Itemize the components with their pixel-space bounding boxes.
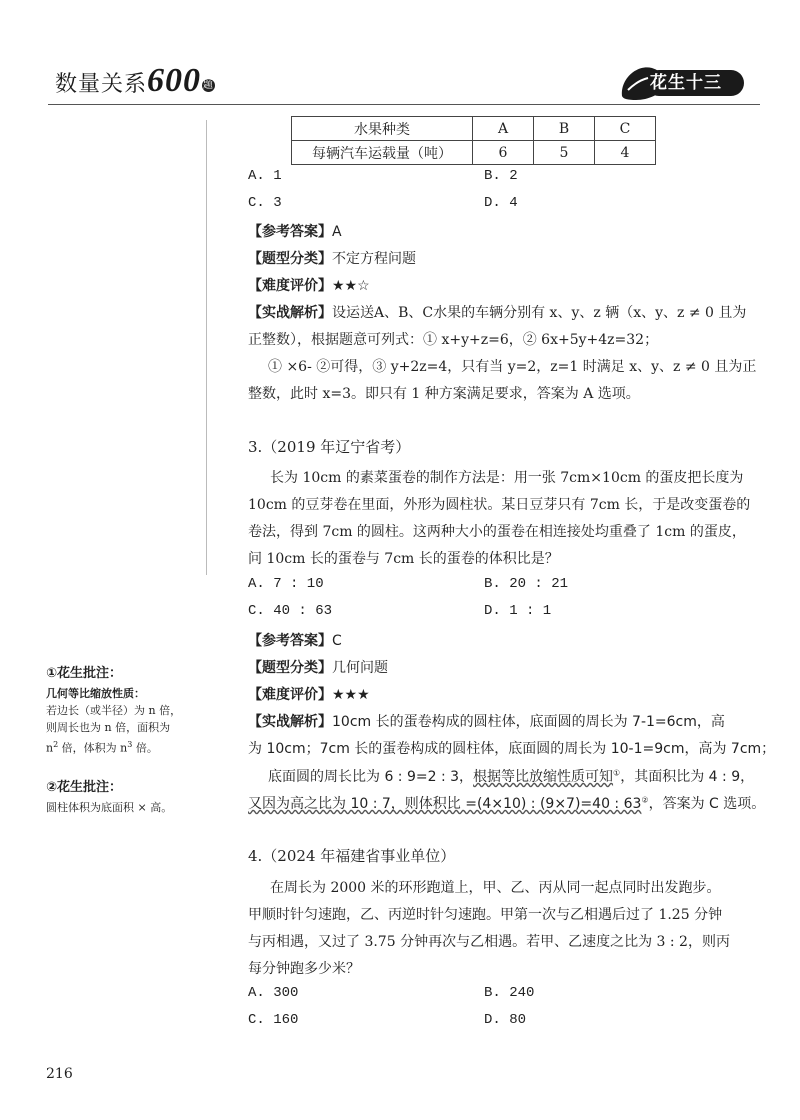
option-d: D. 80: [484, 1012, 527, 1028]
book-tag: 题: [203, 79, 215, 91]
book-title: [55, 62, 215, 100]
analysis-segment: 根据等比放缩性质可知: [473, 769, 614, 785]
type-line: [248, 657, 388, 677]
table-header-row: [292, 117, 656, 141]
note-ref-1: ①: [613, 768, 621, 778]
note-ref-2: ②: [641, 795, 649, 805]
question-stem: 长为 10cm 的素菜蛋卷的制作方法是：用一张 7cm×10cm 的蛋皮把长度为: [270, 470, 744, 486]
difficulty-line: [248, 684, 370, 704]
analysis-text: [248, 793, 765, 813]
question-stem: 每分钟跑多少米？: [248, 961, 360, 977]
table-cell: 6: [473, 141, 534, 165]
note-segment: 倍。: [132, 741, 158, 755]
type-value: 几何问题: [332, 660, 388, 676]
answer-label: 【参考答案】: [248, 633, 332, 649]
analysis-text: 设运送A、B、C水果的车辆分别有 x、y、z 辆（x、y、z ≠ 0 且为: [332, 305, 747, 321]
analysis-line: [248, 302, 746, 322]
question-stem: 与丙相遇，又过了 3.75 分钟再次与乙相遇。若甲、乙速度之比为 3 : 2，则丙: [248, 934, 730, 950]
question-title: 4.（2024 年福建省事业单位）: [248, 847, 456, 865]
analysis-text: 为 10cm；7cm 长的蛋卷构成的圆柱体，底面圆的周长为 10-1=9cm，高为 7cm；: [248, 741, 776, 757]
table-cell: B: [534, 117, 595, 141]
note-text: [46, 736, 181, 757]
note-text: 若边长（或半径）为 n 倍，: [46, 704, 182, 717]
analysis-segment: 又因为高之比为 10 : 7，则体积比 =(4×10) : (9×7)=40 : 63: [248, 796, 642, 812]
table-row: [292, 141, 656, 165]
table-cell: C: [595, 117, 656, 141]
peanut-logo: [618, 62, 748, 102]
option-d: D. 4: [484, 195, 518, 211]
question-stem: 在周长为 2000 米的环形跑道上，甲、乙、丙从同一起点同时出发跑步。: [270, 880, 721, 896]
analysis-segment: ，答案为 C 选项。: [648, 796, 766, 812]
question-title: 3.（2019 年辽宁省考）: [248, 438, 411, 456]
option-c: C. 40 : 63: [248, 603, 333, 619]
answer-value: A: [332, 224, 342, 240]
type-label: 【题型分类】: [248, 660, 332, 676]
note-number: ①: [46, 666, 58, 681]
option-b: B. 20 : 21: [484, 576, 569, 592]
logo-text: 花生十三: [650, 73, 722, 93]
type-label: 【题型分类】: [248, 251, 332, 267]
note-text: 圆柱体积为底面积 × 高。: [46, 801, 173, 814]
margin-line: [206, 120, 207, 575]
answer-line: [248, 221, 342, 241]
option-c: C. 3: [248, 195, 282, 211]
difficulty-line: [248, 275, 370, 295]
type-line: [248, 248, 416, 268]
analysis-text: [268, 766, 754, 786]
option-d: D. 1 : 1: [484, 603, 552, 619]
note-segment: 倍，体积为 n: [58, 741, 128, 755]
book-number: 600: [147, 62, 202, 99]
note-title: [46, 662, 181, 681]
difficulty-label: 【难度评价】: [248, 687, 332, 703]
answer-line: [248, 630, 342, 650]
note-title-text: 花生批注：: [57, 780, 123, 795]
note-superscript: 2: [53, 740, 59, 749]
answer-value: C: [332, 633, 342, 649]
difficulty-stars: ★★★: [332, 687, 370, 703]
note-title-text: 花生批注：: [57, 666, 123, 681]
analysis-segment: ，其面积比为 4 : 9，: [620, 769, 755, 785]
fruit-table: [291, 116, 656, 165]
analysis-label: 【实战解析】: [248, 714, 332, 730]
question-stem: 卷法，得到 7cm 的圆柱。这两种大小的蛋卷在相连接处均重叠了 1cm 的蛋皮，: [248, 524, 746, 540]
analysis-line: [248, 711, 725, 731]
table-cell: 每辆汽车运载量（吨）: [292, 141, 473, 165]
analysis-label: 【实战解析】: [248, 305, 332, 321]
note-text: 则周长也为 n 倍，面积为: [46, 721, 171, 734]
sidebar-note-2: [46, 776, 172, 816]
analysis-text: 整数，此时 x=3。即只有 1 种方案满足要求，答案为 A 选项。: [248, 386, 640, 402]
option-a: A. 7 : 10: [248, 576, 324, 592]
sidebar-note-1: [46, 662, 181, 757]
answer-label: 【参考答案】: [248, 224, 332, 240]
table-cell: 水果种类: [292, 117, 473, 141]
analysis-text: ① ×6- ②可得，③ y+2z=4，只有当 y=2，z=1 时满足 x、y、z ≠ 0 且为正: [268, 359, 757, 375]
question-stem: 问 10cm 长的蛋卷与 7cm 长的蛋卷的体积比是？: [248, 551, 559, 567]
option-b: B. 2: [484, 168, 518, 184]
analysis-text: 正整数），根据题意可列式：① x+y+z=6，② 6x+5y+4z=32；: [248, 332, 659, 348]
analysis-segment: 底面圆的周长比为 6 : 9=2 : 3，: [268, 769, 474, 785]
difficulty-label: 【难度评价】: [248, 278, 332, 294]
page-number: 216: [46, 1066, 73, 1082]
note-text: 几何等比缩放性质：: [46, 687, 145, 700]
option-c: C. 160: [248, 1012, 299, 1028]
book-title-text: 数量关系: [55, 72, 148, 97]
analysis-text: 10cm 长的蛋卷构成的圆柱体，底面圆的周长为 7-1=6cm，高: [332, 714, 725, 730]
option-b: B. 240: [484, 985, 535, 1001]
note-superscript: 3: [127, 740, 133, 749]
note-segment: n: [46, 741, 54, 755]
question-stem: 10cm 的豆芽卷在里面，外形为圆柱状。某日豆芽只有 7cm 长，于是改变蛋卷的: [248, 497, 751, 513]
option-a: A. 1: [248, 168, 282, 184]
option-a: A. 300: [248, 985, 299, 1001]
difficulty-stars: ★★☆: [332, 278, 370, 294]
note-number: ②: [46, 780, 58, 795]
header-divider: [48, 104, 760, 105]
note-title: [46, 776, 172, 795]
type-value: 不定方程问题: [332, 251, 416, 267]
table-cell: A: [473, 117, 534, 141]
table-cell: 5: [534, 141, 595, 165]
table-cell: 4: [595, 141, 656, 165]
question-stem: 甲顺时针匀速跑，乙、丙逆时针匀速跑。甲第一次与乙相遇后过了 1.25 分钟: [248, 907, 723, 923]
